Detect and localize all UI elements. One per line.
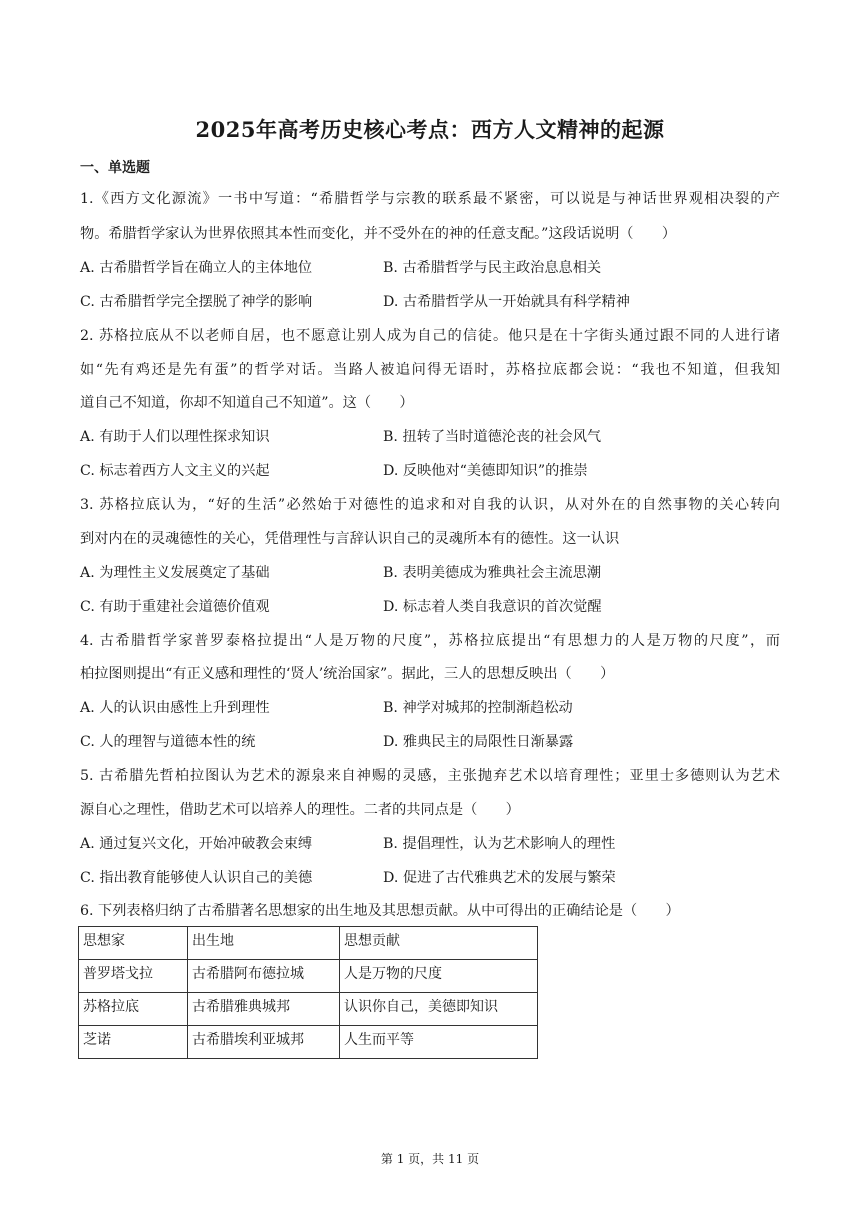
q5-option-b: B. 提倡理性，认为艺术影响人的理性 [383,836,616,852]
q5-option-c: C. 指出教育能够使人认识自己的美德 [80,870,313,886]
thinkers-table [78,926,538,1059]
table-cell: 人是万物的尺度 [340,960,538,993]
table-cell: 古希腊雅典城邦 [188,993,340,1026]
q3-stem-line-1: 3. 苏格拉底认为，“好的生活”必然始于对德性的追求和对自我的认识，从对外在的自然事物的关心转向 [80,497,780,513]
q1-option-c: C. 古希腊哲学完全摆脱了神学的影响 [80,294,313,310]
table-row [79,960,538,993]
q1-stem-line-1: 1.《西方文化源流》一书中写道：“希腊哲学与宗教的联系最不紧密，可以说是与神话世界观相决裂的产 [80,191,780,207]
table-cell: 芝诺 [79,1026,188,1059]
q3-stem-line-2: 到对内在的灵魂德性的关心，凭借理性与言辞认识自己的灵魂所本有的德性。这一认识 [80,531,620,547]
table-cell: 普罗塔戈拉 [79,960,188,993]
q5-option-d: D. 促进了古代雅典艺术的发展与繁荣 [383,870,616,886]
q4-option-a: A. 人的认识由感性上升到理性 [80,700,270,716]
q1-option-d: D. 古希腊哲学从一开始就具有科学精神 [383,294,630,310]
q2-option-b: B. 扭转了当时道德沦丧的社会风气 [383,429,602,445]
q1-option-b: B. 古希腊哲学与民主政治息息相关 [383,260,602,276]
q2-stem-line-3: 道自己不知道，你却不知道自己不知道”。这（ ） [80,395,414,411]
page-footer: 第 1 页，共 11 页 [380,1152,480,1166]
table-cell: 古希腊埃利亚城邦 [188,1026,340,1059]
q2-option-d: D. 反映他对“美德即知识”的推崇 [383,463,588,479]
q1-stem-line-2: 物。希腊哲学家认为世界依照其本性而变化，并不受外在的神的任意支配。”这段话说明（ ） [80,226,677,242]
q2-stem-line-2: 如“先有鸡还是先有蛋”的哲学对话。当路人被追问得无语时，苏格拉底都会说：“我也不知道，但我知 [80,362,780,378]
table-cell: 认识你自己，美德即知识 [340,993,538,1026]
q4-stem-line-2: 柏拉图则提出“有正义感和理性的‘贤人’统治国家”。据此，三人的思想反映出（ ） [80,666,615,682]
q6-stem-line-1: 6. 下列表格归纳了古希腊著名思想家的出生地及其思想贡献。从中可得出的正确结论是（ ） [80,903,680,919]
table-cell: 人生而平等 [340,1026,538,1059]
table-cell: 苏格拉底 [79,993,188,1026]
page-title: 2025年高考历史核心考点：西方人文精神的起源 [195,117,665,142]
table-header-row [79,927,538,960]
q5-stem-line-1: 5. 古希腊先哲柏拉图认为艺术的源泉来自神赐的灵感，主张抛弃艺术以培育理性；亚里士多德则认为艺术 [80,768,780,784]
q3-option-c: C. 有助于重建社会道德价值观 [80,599,270,615]
table-cell: 古希腊阿布德拉城 [188,960,340,993]
q1-option-a: A. 古希腊哲学旨在确立人的主体地位 [80,260,313,276]
section-heading: 一、单选题 [80,160,150,176]
q3-option-a: A. 为理性主义发展奠定了基础 [80,565,270,581]
q3-option-d: D. 标志着人类自我意识的首次觉醒 [383,599,602,615]
q4-option-d: D. 雅典民主的局限性日渐暴露 [383,734,574,750]
q2-option-a: A. 有助于人们以理性探求知识 [80,429,270,445]
q4-option-b: B. 神学对城邦的控制渐趋松动 [383,700,573,716]
table-row [79,993,538,1026]
table-row [79,1026,538,1059]
table-header-cell: 出生地 [188,927,340,960]
q2-option-c: C. 标志着西方人文主义的兴起 [80,463,270,479]
q3-option-b: B. 表明美德成为雅典社会主流思潮 [383,565,602,581]
q2-stem-line-1: 2. 苏格拉底从不以老师自居，也不愿意让别人成为自己的信徒。他只是在十字街头通过跟不同的人进行诸 [80,328,780,344]
table-header-cell: 思想贡献 [340,927,538,960]
table-header-cell: 思想家 [79,927,188,960]
q5-option-a: A. 通过复兴文化，开始冲破教会束缚 [80,836,313,852]
q4-stem-line-1: 4. 古希腊哲学家普罗泰格拉提出“人是万物的尺度”，苏格拉底提出“有思想力的人是万物的尺度”，而 [80,633,780,649]
q4-option-c: C. 人的理智与道德本性的统 [80,734,256,750]
q5-stem-line-2: 源自心之理性，借助艺术可以培养人的理性。二者的共同点是（ ） [80,802,520,818]
